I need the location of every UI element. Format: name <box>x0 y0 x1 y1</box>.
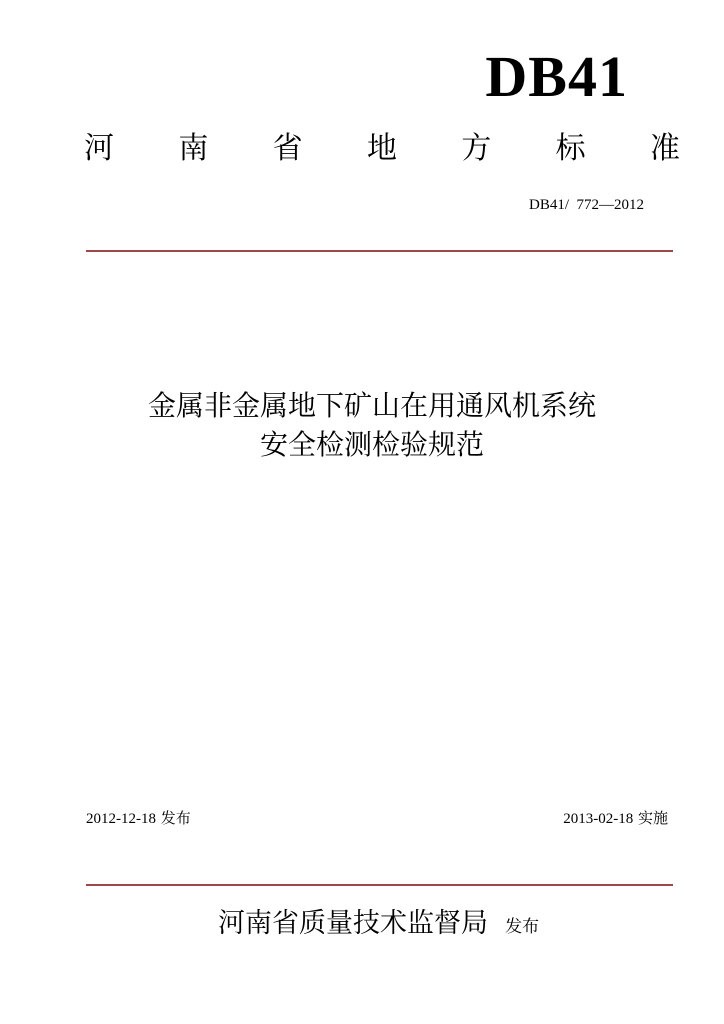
standard-type-char: 方 <box>461 131 492 166</box>
standard-type-char: 地 <box>366 131 397 166</box>
standard-type-char: 准 <box>649 131 680 166</box>
standard-type-char: 河 <box>84 131 114 166</box>
standard-type-char: 标 <box>555 131 586 166</box>
standard-number: DB41/ 772—2012 <box>528 197 644 213</box>
document-title-line-2: 安全检测检验规范 <box>259 428 484 461</box>
implement-date-block <box>563 811 668 827</box>
implement-date: 2013-02-18 <box>563 811 634 827</box>
issuer-suffix: 发布 <box>505 917 540 937</box>
issue-label: 发布 <box>160 809 191 827</box>
implement-label: 实施 <box>637 809 668 827</box>
standard-type-heading <box>84 131 680 166</box>
issuer-name: 河南省质量技术监督局 <box>218 908 488 939</box>
issuer-block <box>218 910 539 937</box>
issue-date: 2012-12-18 <box>86 811 156 827</box>
standard-type-char: 南 <box>178 131 209 166</box>
standard-type-char: 省 <box>272 131 303 166</box>
standard-code-mark: DB41 <box>485 44 628 109</box>
issue-date-block <box>86 811 191 827</box>
document-title-line-1: 金属非金属地下矿山在用通风机系统 <box>147 389 596 422</box>
top-divider <box>86 250 673 252</box>
bottom-divider <box>86 884 673 886</box>
